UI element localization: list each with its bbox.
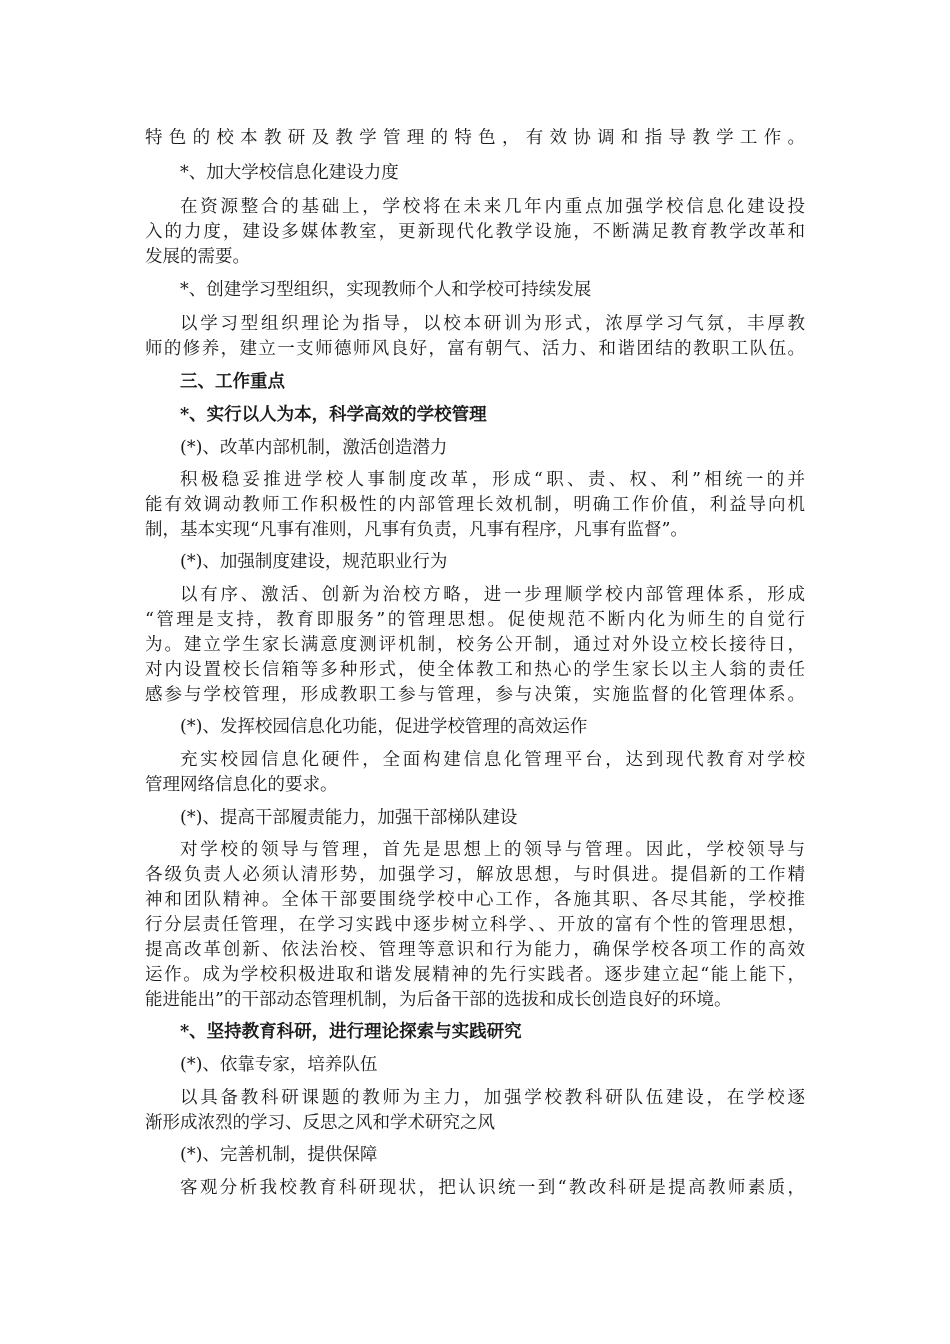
text-line: 能有效调动教师工作积极性的内部管理长效机制，明确工作价值，利益导向机 — [145, 495, 805, 515]
text-line: 能进能出”的干部动态管理机制，为后备干部的选拔和成长创造良好的环境。 — [145, 990, 732, 1010]
text-line: 对学校的领导与管理，首先是思想上的领导与管理。因此，学校领导与 — [180, 840, 805, 860]
text-line: 各级负责人必须认清形势，加强学习，解放思想，与时俱进。提倡新的工作精 — [145, 865, 805, 885]
text-line: 管理网络信息化的要求。 — [145, 775, 338, 795]
text-line: 客观分析我校教育科研现状，把认识统一到“教改科研是提高教师素质， — [180, 1178, 805, 1198]
text-line: 神和团队精神。全体干部要围绕学校中心工作，各施其职、各尽其能，学校推 — [145, 890, 805, 910]
subsection-heading: (*)、完善机制，提供保障 — [180, 1145, 378, 1165]
text-line: 行分层责任管理，在学习实践中逐步树立科学、、开放的富有个性的管理思想， — [145, 915, 805, 935]
text-line: 提高改革创新、依法治校、管理等意识和行为能力，确保学校各项工作的高效 — [145, 940, 805, 960]
subsection-heading: (*)、依靠专家，培养队伍 — [180, 1055, 378, 1075]
text-line: 以有序、激活、创新为治校方略，进一步理顺学校内部管理体系，形成 — [180, 585, 805, 605]
section-heading: *、坚持教育科研，进行理论探索与实践研究 — [180, 1022, 522, 1042]
section-heading: *、实行以人为本，科学高效的学校管理 — [180, 405, 487, 425]
text-line: 运作。成为学校积极进取和谐发展精神的先行实践者。逐步建立起“能上能下， — [145, 965, 805, 985]
text-line: 充实校园信息化硬件，全面构建信息化管理平台，达到现代教育对学校 — [180, 750, 805, 770]
text-line: 师的修养，建立一支师德师风良好，富有朝气、活力、和谐团结的教职工队伍。 — [145, 339, 805, 359]
text-line: 以具备教科研课题的教师为主力，加强学校教科研队伍建设，在学校逐 — [180, 1088, 805, 1108]
text-line: 对内设置校长信箱等多种形式，使全体教工和热心的学生家长以主人翁的责任 — [145, 660, 805, 680]
text-line: 发展的需要。 — [145, 247, 250, 267]
section-heading: *、创建学习型组织，实现教师个人和学校可持续发展 — [180, 280, 592, 300]
text-line: 为。建立学生家长满意度测评机制，校务公开制，通过对外设立校长接待日， — [145, 635, 805, 655]
text-line: 在资源整合的基础上，学校将在未来几年内重点加强学校信息化建设投 — [180, 197, 805, 217]
text-line: 制，基本实现“凡事有准则，凡事有负责，凡事有程序，凡事有监督”。 — [145, 520, 688, 540]
text-line: 渐形成浓烈的学习、反思之风和学术研究之风 — [145, 1113, 495, 1133]
text-line: 以学习型组织理论为指导，以校本研训为形式，浓厚学习气氛，丰厚教 — [180, 314, 805, 334]
subsection-heading: (*)、发挥校园信息化功能，促进学校管理的高效运作 — [180, 717, 588, 737]
subsection-heading: (*)、改革内部机制，激活创造潜力 — [180, 438, 448, 458]
text-line: 感参与学校管理，形成教职工参与管理，参与决策，实施监督的化管理体系。 — [145, 685, 805, 705]
text-line: 积极稳妥推进学校人事制度改革，形成“职、责、权、利”相统一的并 — [180, 470, 805, 490]
text-line: 特色的校本教研及教学管理的特色，有效协调和指导教学工作。 — [145, 128, 805, 148]
text-line: 入的力度，建设多媒体教室，更新现代化教学设施，不断满足教育教学改革和 — [145, 222, 805, 242]
subsection-heading: (*)、加强制度建设，规范职业行为 — [180, 552, 448, 572]
subsection-heading: (*)、提高干部履责能力，加强干部梯队建设 — [180, 808, 518, 828]
section-heading: *、加大学校信息化建设力度 — [180, 163, 399, 183]
section-heading: 三、工作重点 — [180, 372, 285, 392]
text-line: “管理是支持，教育即服务”的管理思想。促使规范不断内化为师生的自觉行 — [145, 610, 805, 630]
